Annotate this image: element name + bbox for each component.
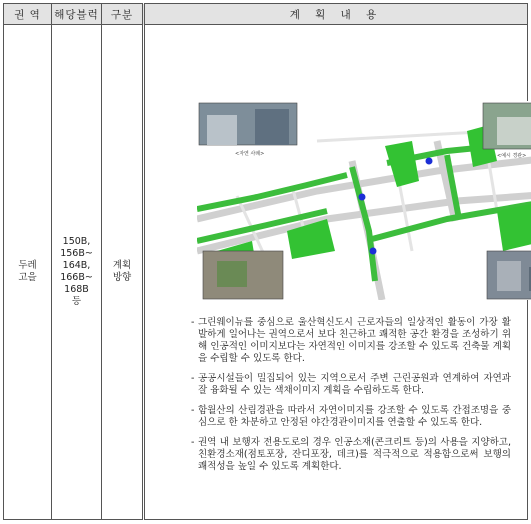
plan-notes: [191, 317, 511, 481]
node-2: [426, 158, 433, 165]
block-line-4: 166B~: [60, 272, 93, 283]
plan-table: [3, 3, 528, 520]
note-item: [191, 373, 511, 397]
note-item: [191, 405, 511, 429]
header-zone: 권 역: [4, 4, 52, 25]
photo-top-right-building: [497, 117, 531, 145]
header-category: 구분: [102, 4, 144, 25]
zone-cell: [4, 25, 52, 520]
block-line-3: 164B,: [62, 260, 91, 271]
plan-sheet: [3, 3, 527, 520]
photo-bottom-right-building: [497, 261, 521, 291]
note-bullet: -: [191, 437, 195, 448]
photo-bottom-left: [203, 251, 283, 299]
category-line-2: 방향: [112, 272, 132, 283]
zone-line-2: 고을: [18, 272, 37, 283]
header-row: [4, 4, 528, 25]
park-south-east: [497, 203, 531, 251]
note-item: [191, 437, 511, 473]
header-block: 해당블럭: [52, 4, 102, 25]
note-text-2: 공공시설들이 밀집되어 있는 지역으로서 주변 근린공원과 연계하여 자연과 잘 융화될 수 있는 색채이미지 계획을 수립하도록 한다.: [198, 373, 511, 396]
note-text-3: 함월산의 산림경관을 따라서 자연이미지를 강조할 수 있도록 간접조명을 중심으로 한 차분하고 안정된 야간경관이미지를 연출할 수 있도록 한다.: [198, 405, 511, 428]
content-cell: [144, 25, 528, 520]
note-item: [191, 317, 511, 365]
note-text-1: 그린웨이뉴를 중심으로 울산혁신도시 근로자들의 일상적인 활동이 가장 활발하게 일어나는 권역으로서 보다 친근하고 쾌적한 공간 환경을 조성하기 위해 인공적인 이미지보다는 자연적인 이미지를 강조할 수 있도록 건축물 계획을 수립할 수 있도록 한다.: [198, 317, 511, 364]
greenway-map: [197, 101, 531, 300]
block-line-5: 168B: [64, 284, 89, 295]
note-bullet: -: [191, 373, 195, 384]
photo-top-left-building: [207, 115, 237, 145]
photo-top-left-tower: [255, 109, 289, 145]
node-3: [370, 248, 377, 255]
photo-bottom-right: [487, 251, 531, 299]
category-cell: [102, 25, 144, 520]
plan-figure: [197, 101, 531, 300]
header-content: 계 획 내 용: [144, 4, 528, 25]
photo-bottom-left-plaza: [217, 261, 247, 287]
block-line-1: 150B,: [62, 236, 91, 247]
category-line-1: 계획: [112, 260, 132, 271]
plan-row: [4, 25, 528, 520]
block-line-2: 156B~: [60, 248, 93, 259]
node-1: [359, 194, 366, 201]
photo-top-right-caption: <예시 경관>: [497, 153, 527, 159]
note-bullet: -: [191, 317, 195, 328]
block-line-6: 등: [71, 296, 82, 307]
note-text-4: 권역 내 보행자 전용도로의 경우 인공소재(콘크리트 등)의 사용을 지양하고, 친환경소재(점토포장, 잔디포장, 데크)를 적극적으로 적용함으로써 보행의 쾌적성을 높일 수 있도록 계획한다.: [198, 437, 511, 472]
note-bullet: -: [191, 405, 195, 416]
block-cell: [52, 25, 102, 520]
zone-line-1: 두레: [18, 260, 37, 271]
photo-top-left-caption: <자연 사례>: [235, 151, 265, 157]
